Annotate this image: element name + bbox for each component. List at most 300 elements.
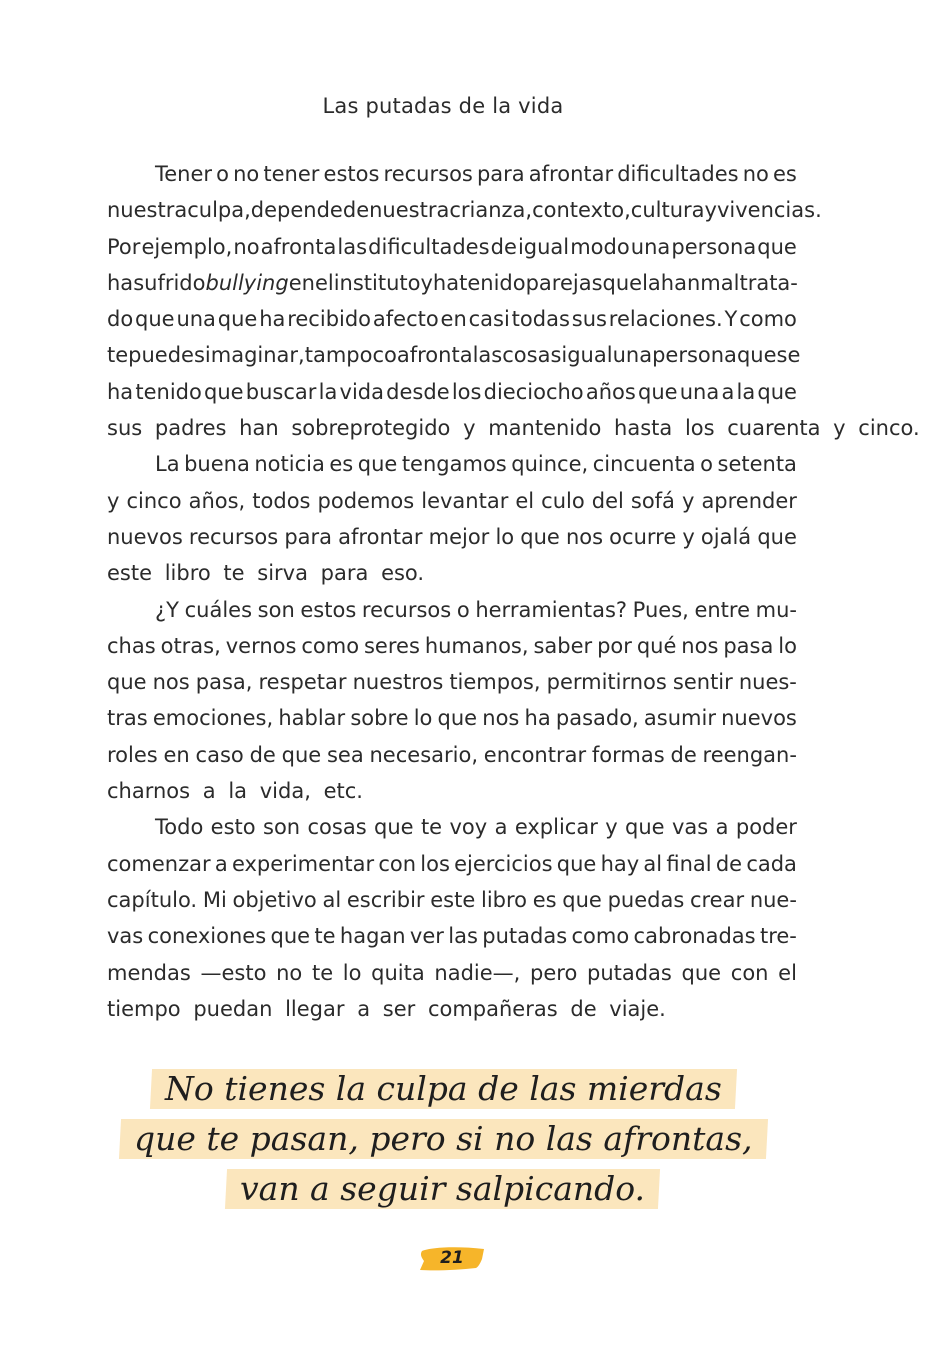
- word: ocurre: [609, 524, 677, 549]
- word: ejemplo,: [141, 234, 233, 259]
- word: una: [176, 307, 216, 332]
- word: relaciones.: [608, 307, 723, 332]
- word: herramientas?: [475, 597, 628, 622]
- word: o: [216, 162, 230, 186]
- word: es: [329, 452, 354, 477]
- word: la: [736, 379, 756, 404]
- word: humanos,: [424, 633, 529, 658]
- word: eso.: [381, 561, 425, 586]
- word: qué: [636, 633, 677, 658]
- word: que: [217, 307, 258, 332]
- word: Por: [107, 234, 141, 259]
- word: de: [670, 742, 697, 767]
- word: llegar: [285, 996, 345, 1021]
- word: recibido: [287, 307, 372, 332]
- word: final: [666, 851, 712, 876]
- word: a: [214, 851, 228, 876]
- word: recursos: [383, 162, 473, 186]
- word: do: [107, 307, 134, 332]
- page-number: 21: [440, 1248, 464, 1268]
- word: todas: [511, 307, 570, 332]
- word: desde: [386, 379, 450, 404]
- text-line: [107, 773, 797, 809]
- word: como: [301, 633, 360, 658]
- word: afrontar: [528, 162, 614, 186]
- word: con: [730, 960, 769, 985]
- word: afronta: [260, 234, 337, 259]
- italic-word: bullying: [205, 270, 289, 295]
- word: para: [284, 524, 333, 549]
- word: no: [276, 960, 303, 985]
- word: nuestra: [369, 198, 450, 223]
- word: nuevos: [721, 706, 797, 731]
- word: las: [448, 924, 478, 949]
- word: putadas: [482, 924, 568, 949]
- word: hasta: [614, 416, 673, 441]
- word: el: [515, 488, 535, 513]
- word: sofá: [630, 488, 675, 513]
- word: que: [736, 343, 777, 368]
- word: maltrata-: [700, 270, 798, 295]
- word: depende: [250, 198, 343, 223]
- text-line: [107, 192, 822, 228]
- word: es: [773, 162, 797, 186]
- text-line: [107, 592, 797, 628]
- word: igual: [561, 343, 613, 368]
- word: que: [135, 307, 175, 332]
- text-line: [107, 337, 801, 373]
- word: es: [532, 887, 557, 912]
- word: noticia: [254, 452, 325, 477]
- word: explicar: [514, 815, 598, 840]
- word: que: [374, 815, 414, 840]
- word: instituto: [333, 270, 421, 295]
- word: igual: [517, 234, 570, 259]
- word: vivencias.: [716, 198, 822, 223]
- word: como: [571, 924, 630, 949]
- word: roles: [107, 742, 158, 767]
- word: vida: [339, 379, 384, 404]
- quote-highlight: No tienes la culpa de las mierdas: [150, 1069, 737, 1109]
- text-line: [107, 809, 797, 845]
- word: viaje.: [609, 996, 666, 1021]
- text-line: [107, 882, 797, 918]
- word: vernos: [225, 633, 297, 658]
- word: que: [520, 524, 560, 549]
- word: mejor: [428, 524, 490, 549]
- word: puedes: [128, 343, 205, 368]
- word: cinco: [126, 488, 182, 513]
- word: lo: [413, 706, 433, 731]
- word: necesario,: [369, 742, 478, 767]
- word: en: [288, 270, 315, 295]
- running-header-title: Las putadas de la vida: [322, 94, 564, 118]
- word: el: [778, 960, 797, 985]
- word: recursos: [361, 597, 452, 622]
- word: cincuenta: [592, 452, 696, 477]
- word: ojalá: [700, 524, 752, 549]
- word: que: [757, 234, 797, 259]
- word: esto: [210, 815, 256, 840]
- word: nues-: [738, 670, 797, 695]
- word: no: [233, 234, 260, 259]
- word: dificultades: [368, 234, 490, 259]
- word: que: [757, 379, 797, 404]
- word: para: [476, 162, 525, 186]
- pull-quote-line: [0, 1114, 886, 1164]
- word: o: [456, 597, 470, 622]
- word: libro: [164, 561, 211, 586]
- word: etc.: [323, 779, 363, 804]
- word: setenta: [717, 452, 797, 477]
- text-line: [107, 301, 797, 337]
- word: cosas: [307, 815, 367, 840]
- word: comenzar: [107, 851, 211, 876]
- page-number-badge: [418, 1244, 486, 1274]
- word: a: [494, 815, 508, 840]
- word: mantenido: [488, 416, 602, 441]
- word: conexiones: [147, 924, 267, 949]
- word: y: [420, 270, 433, 295]
- word: tre-: [759, 924, 797, 949]
- word: los: [451, 379, 482, 404]
- word: capítulo.: [107, 887, 198, 912]
- word: Mi: [202, 887, 227, 912]
- word: libro: [480, 887, 528, 912]
- word: no: [233, 162, 260, 186]
- word: otras,: [160, 633, 221, 658]
- word: los: [420, 851, 450, 876]
- word: cabronadas: [633, 924, 756, 949]
- word: lo: [495, 524, 515, 549]
- text-line-with-italic: [107, 265, 797, 301]
- word: culo: [541, 488, 585, 513]
- word: a: [202, 779, 216, 804]
- word: este: [107, 561, 153, 586]
- word: persona: [671, 234, 757, 259]
- word: emociones,: [152, 706, 274, 731]
- word: ha: [524, 706, 551, 731]
- word: que: [602, 270, 643, 295]
- word: que: [437, 706, 478, 731]
- word: te: [223, 561, 245, 586]
- word: lo: [342, 960, 362, 985]
- word: nos: [482, 706, 520, 731]
- word: sirva: [257, 561, 308, 586]
- word: ha: [259, 307, 286, 332]
- word: nuevos: [107, 524, 183, 549]
- word: chas: [107, 633, 156, 658]
- word: La: [155, 452, 180, 477]
- word: hablar: [278, 706, 346, 731]
- word: que: [625, 815, 665, 840]
- word: formas: [591, 742, 665, 767]
- word: y: [463, 416, 476, 441]
- word: de: [715, 851, 743, 876]
- word: han: [660, 270, 701, 295]
- word: y: [833, 416, 846, 441]
- word: que: [204, 379, 244, 404]
- quote-highlight: van a seguir salpicando.: [225, 1169, 660, 1209]
- word: y: [682, 524, 695, 549]
- word: que: [556, 851, 597, 876]
- word: que: [638, 379, 678, 404]
- word: la: [228, 779, 248, 804]
- text-line: [107, 374, 797, 410]
- word: sus: [571, 307, 607, 332]
- word: las: [472, 343, 503, 368]
- word: que: [281, 742, 322, 767]
- word: entre: [694, 597, 750, 622]
- word: tras: [107, 706, 148, 731]
- word: pero: [530, 960, 578, 985]
- word: dificultades: [617, 162, 739, 186]
- word: vas: [671, 815, 709, 840]
- word: reengan-: [702, 742, 797, 767]
- word: Tener: [155, 162, 213, 186]
- word: mu-: [755, 597, 797, 622]
- word: años,: [188, 488, 246, 513]
- word: tampoco: [304, 343, 397, 368]
- pull-quote-line: [0, 1064, 886, 1114]
- text-line: [107, 555, 797, 591]
- text-line: [107, 410, 920, 446]
- word: nadie—,: [434, 960, 521, 985]
- text-line: [107, 229, 797, 265]
- word: en: [440, 307, 467, 332]
- word: nos: [152, 670, 190, 695]
- word: encontrar: [483, 742, 587, 767]
- text-line: [107, 483, 797, 519]
- word: la: [642, 270, 661, 295]
- word: te: [311, 960, 334, 985]
- word: cinco.: [858, 416, 920, 441]
- word: ver: [409, 924, 444, 949]
- word: que: [757, 524, 797, 549]
- word: que: [562, 887, 602, 912]
- word: de: [570, 996, 597, 1021]
- word: tenido: [459, 270, 526, 295]
- word: aprender: [701, 488, 797, 513]
- word: y: [605, 815, 618, 840]
- word: y: [107, 488, 120, 513]
- word: el: [314, 270, 334, 295]
- word: que: [107, 670, 147, 695]
- word: asumir: [643, 706, 716, 731]
- word: este: [430, 887, 476, 912]
- word: objetivo: [232, 887, 317, 912]
- word: ha: [107, 270, 134, 295]
- word: hagan: [339, 924, 406, 949]
- word: ha: [432, 270, 460, 295]
- word: afecto: [372, 307, 439, 332]
- word: las: [337, 234, 368, 259]
- word: tengamos: [401, 452, 507, 477]
- word: una: [630, 234, 671, 259]
- word: al: [322, 887, 342, 912]
- word: los: [684, 416, 715, 441]
- pull-quote-line: [0, 1164, 886, 1214]
- word: sentir: [672, 670, 733, 695]
- word: —esto: [200, 960, 267, 985]
- word: nos: [681, 633, 719, 658]
- word: dieciocho: [483, 379, 584, 404]
- word: cultura: [630, 198, 705, 223]
- text-line: [107, 991, 797, 1027]
- word: padres: [154, 416, 227, 441]
- word: tiempo: [107, 996, 181, 1021]
- word: contexto,: [532, 198, 631, 223]
- word: son: [257, 597, 295, 622]
- text-line: [107, 918, 797, 954]
- word: charnos: [107, 779, 191, 804]
- word: y: [704, 198, 717, 223]
- text-line: [107, 446, 797, 482]
- word: de: [490, 234, 517, 259]
- word: buena: [184, 452, 250, 477]
- word: seres: [363, 633, 420, 658]
- text-line: [107, 700, 797, 736]
- word: casi: [468, 307, 510, 332]
- word: lo: [778, 633, 797, 658]
- text-line: [107, 664, 797, 700]
- word: años: [585, 379, 636, 404]
- word: recursos: [188, 524, 279, 549]
- word: tenido: [135, 379, 202, 404]
- word: permitirnos: [546, 670, 667, 695]
- word: a: [715, 815, 729, 840]
- word: pasa,: [195, 670, 253, 695]
- word: tiempos,: [449, 670, 541, 695]
- word: escribir: [346, 887, 425, 912]
- word: y: [681, 488, 695, 513]
- word: cada: [746, 851, 797, 876]
- quote-highlight: que te pasan, pero si no las afrontas,: [119, 1119, 768, 1159]
- word: sufrido: [133, 270, 206, 295]
- text-line: [107, 955, 797, 991]
- body-text: [107, 156, 920, 1027]
- word: quince,: [511, 452, 589, 477]
- word: afrontar: [338, 524, 423, 549]
- word: que: [357, 452, 398, 477]
- word: podemos: [317, 488, 415, 513]
- word: crear: [689, 887, 745, 912]
- word: buscar: [245, 379, 317, 404]
- pull-quote: [0, 1064, 886, 1214]
- word: nuestra: [107, 198, 188, 223]
- word: no: [742, 162, 769, 186]
- word: respetar: [258, 670, 347, 695]
- word: crianza,: [449, 198, 533, 223]
- word: del: [591, 488, 624, 513]
- word: compañeras: [427, 996, 558, 1021]
- word: puedan: [193, 996, 273, 1021]
- word: parejas: [525, 270, 603, 295]
- word: para: [320, 561, 369, 586]
- word: putadas: [586, 960, 672, 985]
- word: de: [249, 742, 276, 767]
- word: todos: [252, 488, 311, 513]
- word: pasa: [723, 633, 774, 658]
- word: a: [357, 996, 371, 1021]
- word: han: [239, 416, 279, 441]
- word: sus: [107, 416, 143, 441]
- word: imaginar,: [204, 343, 305, 368]
- word: ¿Y: [155, 597, 179, 622]
- word: una: [612, 343, 653, 368]
- word: o: [700, 452, 713, 477]
- word: afronta: [396, 343, 473, 368]
- word: voy: [449, 815, 488, 840]
- word: tener: [263, 162, 320, 186]
- word: ser: [382, 996, 416, 1021]
- word: cosas: [502, 343, 562, 368]
- word: con: [378, 851, 417, 876]
- word: nuestros: [352, 670, 444, 695]
- word: caso: [195, 742, 244, 767]
- word: estos: [300, 597, 357, 622]
- word: saber: [533, 633, 593, 658]
- word: estos: [323, 162, 380, 186]
- word: te: [314, 924, 336, 949]
- word: mendas: [107, 960, 191, 985]
- word: Todo: [155, 815, 204, 840]
- text-line: [107, 156, 797, 192]
- word: Y: [724, 307, 738, 332]
- word: como: [739, 307, 797, 332]
- text-line: [107, 737, 797, 773]
- word: sobreprotegido: [291, 416, 451, 441]
- text-line: [107, 628, 797, 664]
- word: sea: [326, 742, 364, 767]
- word: una: [679, 379, 720, 404]
- word: cuarenta: [727, 416, 821, 441]
- word: al: [643, 851, 663, 876]
- word: que: [681, 960, 722, 985]
- word: de: [342, 198, 370, 223]
- word: hay: [600, 851, 640, 876]
- word: Pues,: [632, 597, 689, 622]
- word: nue-: [749, 887, 797, 912]
- word: la: [318, 379, 338, 404]
- word: vida,: [259, 779, 311, 804]
- word: culpa,: [187, 198, 251, 223]
- word: ejercicios: [454, 851, 553, 876]
- word: modo: [570, 234, 630, 259]
- word: ha: [107, 379, 134, 404]
- word: vas: [107, 924, 144, 949]
- word: sobre: [350, 706, 409, 731]
- word: te: [107, 343, 129, 368]
- word: son: [263, 815, 301, 840]
- word: persona: [652, 343, 737, 368]
- word: experimentar: [231, 851, 375, 876]
- word: a: [721, 379, 735, 404]
- word: quita: [371, 960, 425, 985]
- text-line: [107, 846, 797, 882]
- word: cuáles: [184, 597, 253, 622]
- word: que: [270, 924, 311, 949]
- word: nos: [565, 524, 604, 549]
- word: poder: [735, 815, 797, 840]
- word: en: [163, 742, 190, 767]
- word: por: [597, 633, 632, 658]
- word: pasado,: [555, 706, 639, 731]
- word: levantar: [421, 488, 509, 513]
- word: te: [420, 815, 443, 840]
- word: puedas: [607, 887, 685, 912]
- text-line: [107, 519, 797, 555]
